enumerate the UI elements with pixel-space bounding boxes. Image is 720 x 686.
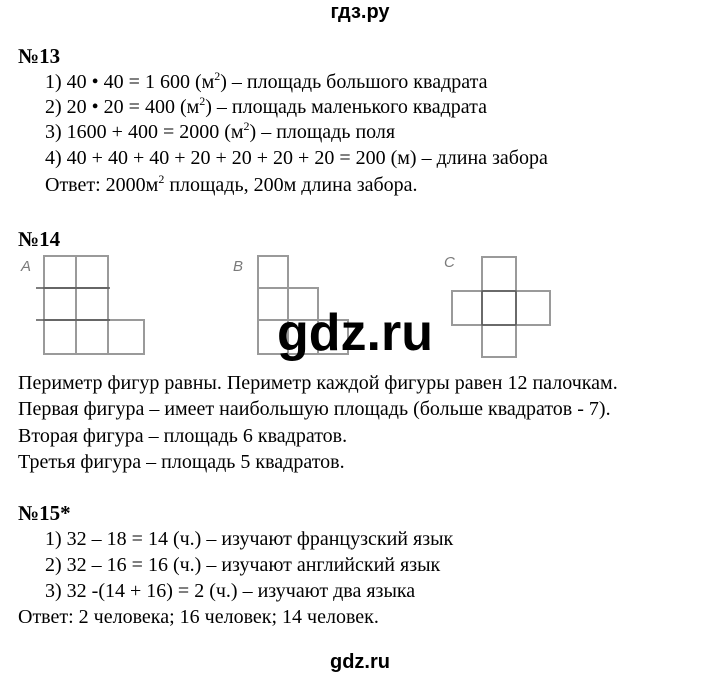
site-header: гдз.ру [330,1,390,23]
task15-line3: 3) 32 -(14 + 16) = 2 (ч.) – изучают два языка [45,580,416,602]
task13-line4: 4) 40 + 40 + 40 + 20 + 20 + 20 + 20 = 200 (м) – длина забора [45,147,548,169]
task13-line2: 2) 20 • 20 = 400 $(м^2)$ – площадь маленького квадрата [45,94,488,118]
task15-line2: 2) 32 – 16 = 16 (ч.) – изучают английский язык [45,554,441,576]
figure-b-label: B [233,258,244,275]
task14-text1: Периметр фигур равны. Периметр каждой фигуры равен 12 палочкам. [18,372,618,394]
site-footer: gdz.ru [330,651,390,673]
task13-line1: 1) 40 • 40 = 1 600 $(м^2)$ – площадь большого квадрата [45,69,488,93]
task13-heading: №13 [18,44,61,68]
figure-a-label: A [21,258,32,275]
figure-c [452,257,550,357]
task15-line1: 1) 32 – 18 = 14 (ч.) – изучают французский язык [45,528,454,550]
figure-c-label: C [444,254,455,271]
task15-heading: №15* [18,501,71,525]
task14-heading: №14 [18,227,61,251]
task13-line3: 3) 1600 + 400 = 2000 $(м^2)$ – площадь поля [45,119,396,143]
task14-text2: Первая фигура – имеет наибольшую площадь (больше квадратов - 7). [18,398,611,420]
watermark: gdz.ru [277,304,433,362]
task15-answer: Ответ: 2 человека; 16 человек; 14 человек. [18,606,379,628]
task14-text3: Вторая фигура – площадь 6 квадратов. [18,425,348,447]
figure-a [36,256,144,354]
task14-text4: Третья фигура – площадь 5 квадратов. [18,451,345,473]
task13-answer: Ответ: $2000м^2$ площадь, 200м длина забора. [45,172,418,196]
